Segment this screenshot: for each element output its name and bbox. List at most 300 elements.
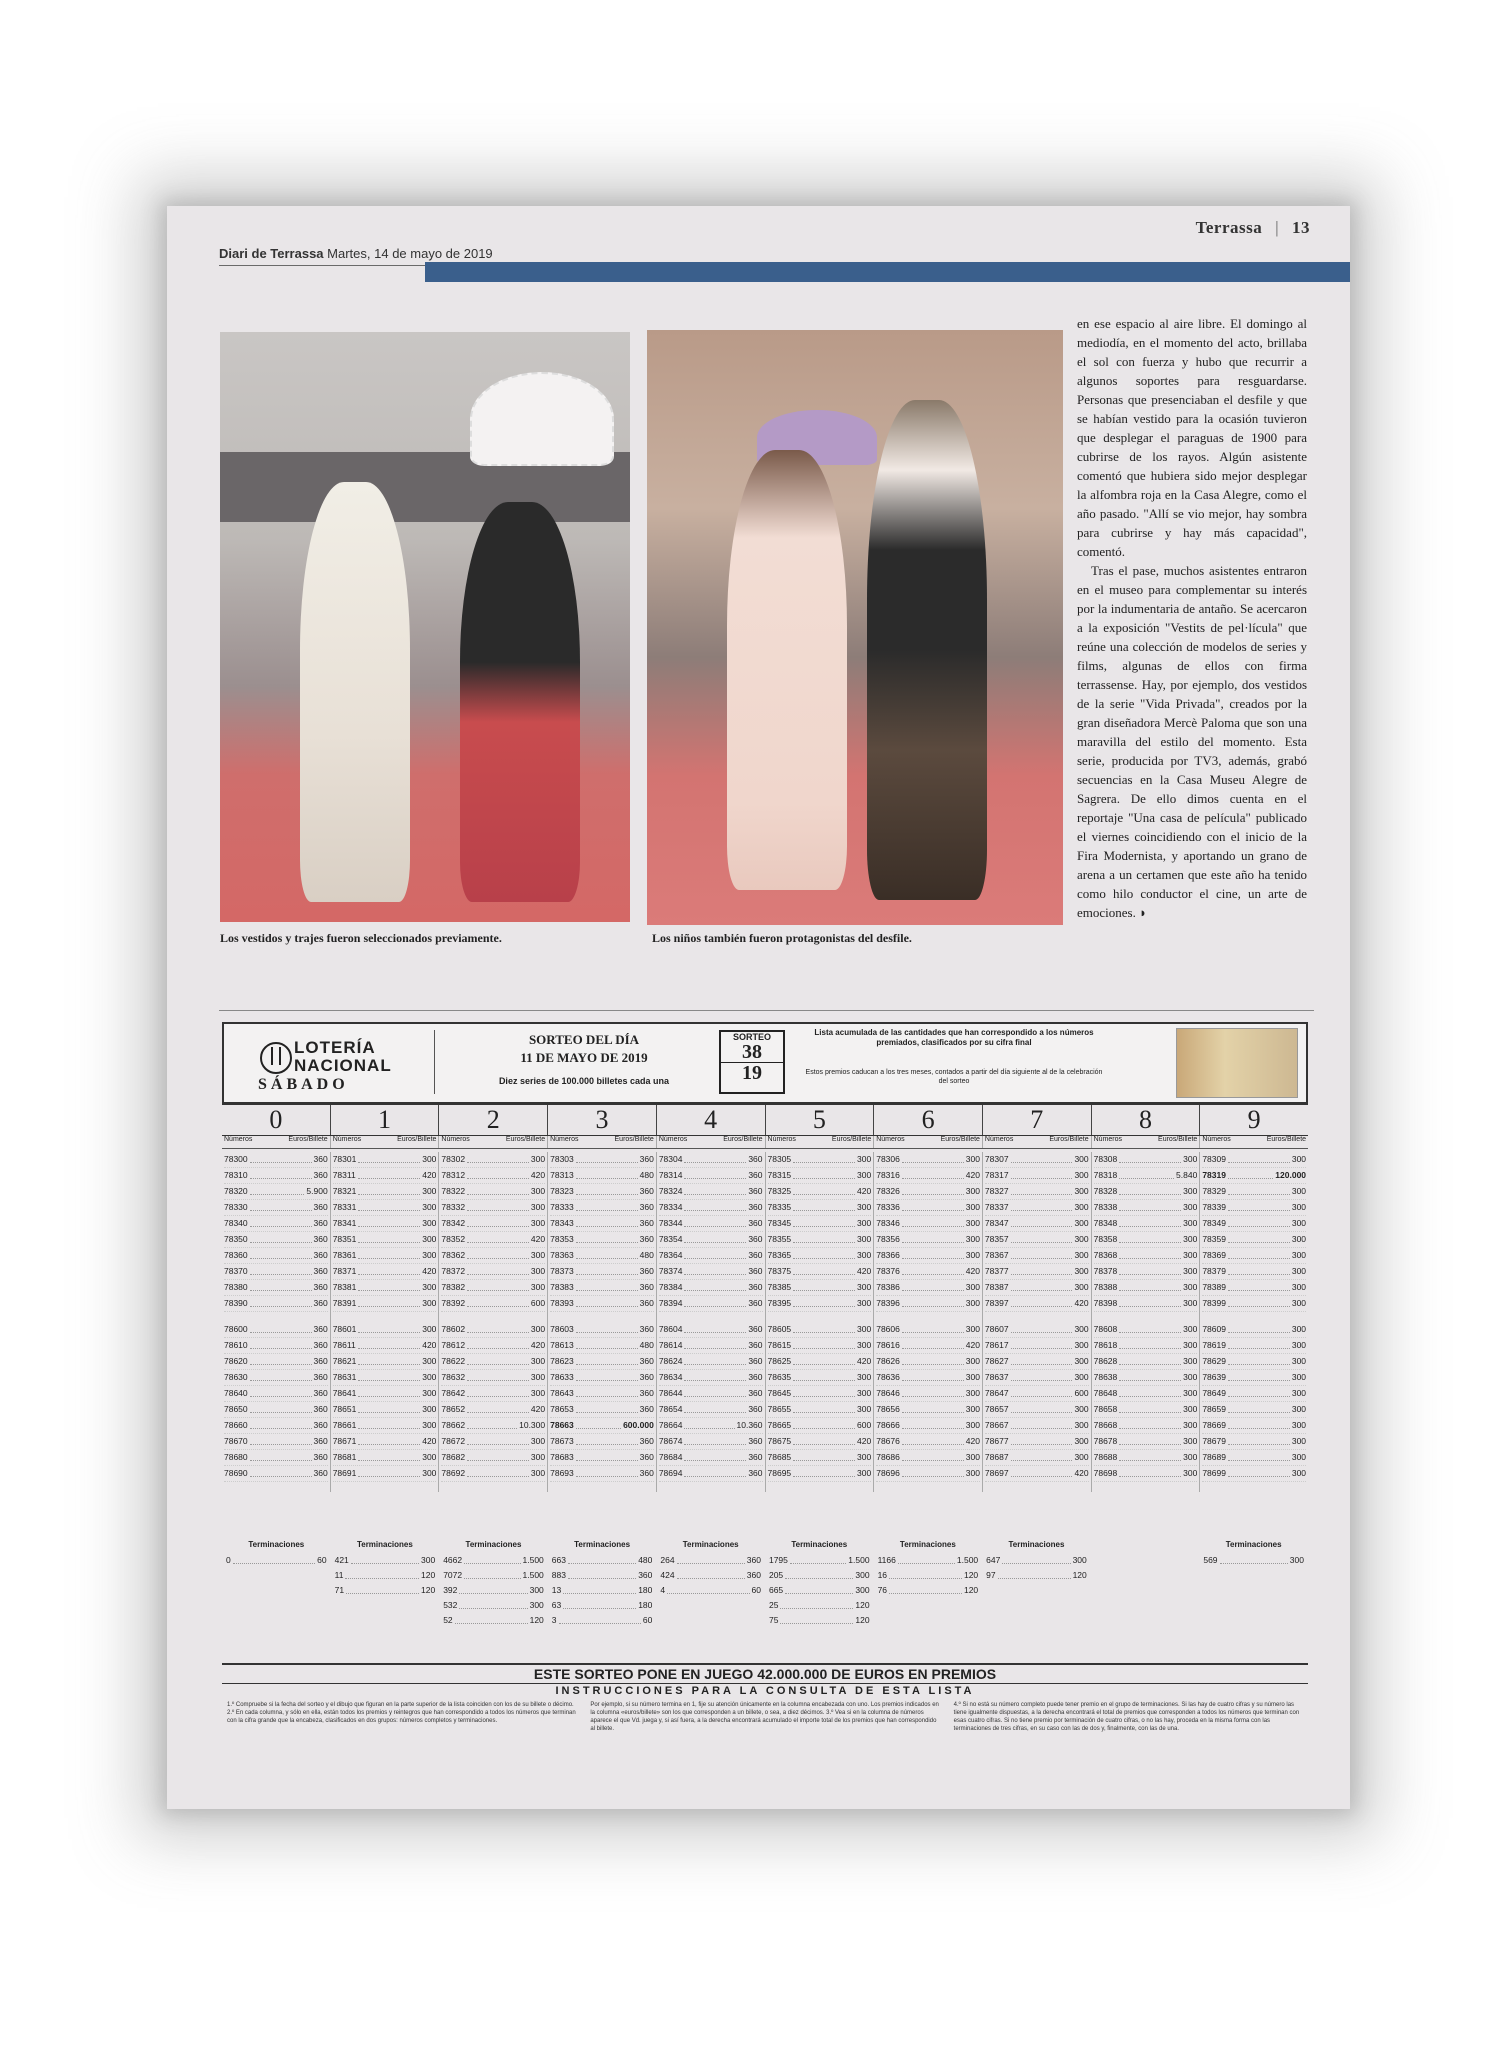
dot-leader bbox=[1002, 1553, 1070, 1564]
dot-leader bbox=[1119, 1168, 1174, 1179]
ticket-number: 78648 bbox=[1093, 1388, 1118, 1398]
ticket-number: 78630 bbox=[224, 1372, 248, 1382]
ticket-number: 78371 bbox=[332, 1266, 357, 1276]
prize-amount: 420 bbox=[857, 1266, 872, 1276]
table-row bbox=[550, 1450, 654, 1466]
prize-amount: 420 bbox=[857, 1436, 872, 1446]
table-row bbox=[224, 1402, 328, 1418]
ticket-number: 78324 bbox=[658, 1186, 683, 1196]
table-row bbox=[441, 1322, 545, 1338]
dot-leader bbox=[793, 1248, 855, 1259]
prize-amount: 600.000 bbox=[623, 1420, 654, 1430]
table-row bbox=[876, 1466, 980, 1482]
table-row bbox=[876, 1338, 980, 1354]
table-row bbox=[768, 1386, 872, 1402]
ticket-number: 78660 bbox=[224, 1420, 248, 1430]
ticket-number: 78374 bbox=[658, 1266, 683, 1276]
prize-amount: 300 bbox=[965, 1202, 980, 1212]
prize-amount: 300 bbox=[422, 1420, 437, 1430]
prize-amount: 300 bbox=[530, 1372, 546, 1382]
ticket-number: 78376 bbox=[876, 1266, 900, 1276]
prize-amount: 300 bbox=[857, 1468, 872, 1478]
digit-header-row bbox=[222, 1104, 1308, 1136]
paper-name: Diari de Terrassa bbox=[219, 246, 324, 261]
table-row bbox=[1202, 1152, 1306, 1168]
table-row bbox=[659, 1296, 763, 1312]
table-row bbox=[1094, 1216, 1198, 1232]
dot-leader bbox=[358, 1354, 420, 1365]
prize-amount: 300 bbox=[530, 1324, 546, 1334]
digit-header: 7 bbox=[982, 1105, 1091, 1135]
prize-amount: 300 bbox=[1074, 1372, 1089, 1382]
table-row bbox=[876, 1354, 980, 1370]
dot-leader bbox=[1119, 1386, 1181, 1397]
prize-amount: 300 bbox=[965, 1298, 980, 1308]
dot-leader bbox=[1119, 1322, 1181, 1333]
prize-amount: 300 bbox=[422, 1218, 437, 1228]
dot-leader bbox=[250, 1264, 312, 1275]
prize-amount: 300 bbox=[1183, 1250, 1198, 1260]
table-row bbox=[1094, 1280, 1198, 1296]
dot-leader bbox=[250, 1338, 312, 1349]
terminaciones-column bbox=[1199, 1540, 1308, 1628]
table-row bbox=[224, 1354, 328, 1370]
terminacion-amount: 120 bbox=[421, 1585, 436, 1595]
table-row bbox=[333, 1152, 437, 1168]
ticket-number: 78693 bbox=[550, 1468, 574, 1478]
digit-header: 4 bbox=[656, 1105, 765, 1135]
ticket-number: 78312 bbox=[441, 1170, 466, 1180]
terminacion-row bbox=[769, 1598, 870, 1613]
column-header-pair bbox=[222, 1136, 330, 1148]
prize-amount: 300 bbox=[857, 1282, 872, 1292]
prize-amount: 420 bbox=[965, 1170, 980, 1180]
dot-leader bbox=[568, 1568, 636, 1579]
dot-leader bbox=[902, 1322, 964, 1333]
dot-leader bbox=[1011, 1296, 1073, 1307]
photo-adults-parade bbox=[220, 332, 630, 922]
table-row bbox=[550, 1386, 654, 1402]
lottery-header bbox=[222, 1022, 1308, 1104]
terminacion-amount: 120 bbox=[1072, 1570, 1087, 1580]
dot-leader bbox=[902, 1402, 964, 1413]
dot-leader bbox=[250, 1370, 312, 1381]
prize-amount: 300 bbox=[1183, 1420, 1198, 1430]
ticket-number: 78342 bbox=[441, 1218, 466, 1228]
terminacion-amount: 120 bbox=[855, 1615, 870, 1625]
ticket-number: 78629 bbox=[1202, 1356, 1226, 1366]
prize-amount: 300 bbox=[530, 1186, 546, 1196]
prize-amount: 300 bbox=[422, 1404, 437, 1414]
ticket-number: 78390 bbox=[224, 1298, 248, 1308]
table-row bbox=[985, 1248, 1089, 1264]
prize-amount: 420 bbox=[530, 1170, 546, 1180]
digit-header: 6 bbox=[873, 1105, 982, 1135]
prize-amount: 300 bbox=[1183, 1282, 1198, 1292]
table-row bbox=[441, 1232, 545, 1248]
ticket-number: 78396 bbox=[876, 1298, 900, 1308]
prize-amount: 300 bbox=[422, 1250, 437, 1260]
paper-header bbox=[219, 246, 493, 261]
table-row bbox=[550, 1434, 654, 1450]
dot-leader bbox=[1228, 1248, 1290, 1259]
table-row bbox=[985, 1322, 1089, 1338]
table-row bbox=[659, 1370, 763, 1386]
prize-amount: 300 bbox=[1183, 1340, 1198, 1350]
results-column bbox=[222, 1152, 330, 1492]
terminacion-row bbox=[878, 1568, 979, 1583]
dot-leader bbox=[1228, 1296, 1290, 1307]
table-row bbox=[659, 1152, 763, 1168]
table-row bbox=[441, 1434, 545, 1450]
table-row bbox=[1202, 1200, 1306, 1216]
table-row bbox=[985, 1200, 1089, 1216]
prize-amount: 600 bbox=[1074, 1388, 1089, 1398]
dot-leader bbox=[902, 1466, 964, 1477]
column-header-pair bbox=[656, 1136, 765, 1148]
table-row bbox=[1202, 1184, 1306, 1200]
prize-amount: 360 bbox=[748, 1154, 763, 1164]
results-block bbox=[224, 1152, 328, 1312]
terminacion-row bbox=[443, 1583, 544, 1598]
table-row bbox=[333, 1248, 437, 1264]
table-row bbox=[333, 1264, 437, 1280]
dot-leader bbox=[785, 1583, 853, 1594]
ticket-number: 78676 bbox=[876, 1436, 900, 1446]
prize-amount: 300 bbox=[1291, 1324, 1307, 1334]
ticket-number: 78654 bbox=[658, 1404, 683, 1414]
terminacion-number: 532 bbox=[443, 1600, 458, 1610]
instruction-block: 4.º Si no está su número completo puede tener premio en el grupo de terminaciones. Si las hay de cuatro cifras y su número las tiene igualmente dispuestas, a la derecha encontrará el total de premios que corresponden a todos los números que terminan con esas cuatro cifras. Si no tiene premio por terminación de cuatro cifras, o no las hay, proceda en la misma forma con las terminaciones de tres cifras, en su caso con las de dos y, finalmente, con las de una. bbox=[953, 1702, 1300, 1732]
terminacion-amount: 120 bbox=[855, 1600, 870, 1610]
prize-amount: 360 bbox=[313, 1324, 328, 1334]
dot-leader bbox=[889, 1568, 962, 1579]
terminacion-amount: 300 bbox=[1289, 1555, 1304, 1565]
prize-amount: 300 bbox=[965, 1372, 980, 1382]
table-row bbox=[224, 1370, 328, 1386]
ticket-number: 78306 bbox=[876, 1154, 900, 1164]
prize-amount: 300 bbox=[1074, 1250, 1089, 1260]
prize-amount: 360 bbox=[639, 1154, 654, 1164]
col-numeros-label: Números bbox=[441, 1136, 470, 1143]
terminacion-row bbox=[552, 1598, 653, 1613]
prize-amount: 360 bbox=[748, 1468, 763, 1478]
table-row bbox=[985, 1418, 1089, 1434]
table-row bbox=[768, 1296, 872, 1312]
prize-amount: 300 bbox=[857, 1170, 872, 1180]
instructions-title: INSTRUCCIONES PARA LA CONSULTA DE ESTA LISTA bbox=[555, 1685, 975, 1697]
ticket-number: 78344 bbox=[658, 1218, 683, 1228]
prize-amount: 300 bbox=[422, 1372, 437, 1382]
dot-leader bbox=[467, 1248, 529, 1259]
ticket-number: 78332 bbox=[441, 1202, 466, 1212]
prize-amount: 360 bbox=[313, 1298, 328, 1308]
ticket-number: 78370 bbox=[224, 1266, 248, 1276]
dot-leader bbox=[1228, 1322, 1290, 1333]
prize-amount: 360 bbox=[639, 1282, 654, 1292]
terminaciones-column bbox=[874, 1540, 983, 1628]
prize-amount: 300 bbox=[965, 1154, 980, 1164]
dot-leader bbox=[1228, 1450, 1290, 1461]
ticket-number: 78380 bbox=[224, 1282, 248, 1292]
table-row bbox=[659, 1216, 763, 1232]
dot-leader bbox=[563, 1583, 636, 1594]
dot-leader bbox=[902, 1264, 964, 1275]
dot-leader bbox=[684, 1434, 746, 1445]
digit-header: 1 bbox=[330, 1105, 439, 1135]
col-euros-label: Euros/Billete bbox=[1266, 1136, 1307, 1143]
ticket-number: 78303 bbox=[550, 1154, 574, 1164]
dot-leader bbox=[684, 1418, 734, 1429]
ticket-number: 78387 bbox=[984, 1282, 1009, 1292]
prize-amount: 300 bbox=[1074, 1170, 1089, 1180]
table-row bbox=[1202, 1296, 1306, 1312]
ticket-number: 78685 bbox=[767, 1452, 792, 1462]
dot-leader bbox=[1119, 1184, 1181, 1195]
terminacion-number: 424 bbox=[660, 1570, 675, 1580]
ticket-number: 78617 bbox=[984, 1340, 1009, 1350]
terminacion-row bbox=[769, 1613, 870, 1628]
ticket-number: 78315 bbox=[767, 1170, 792, 1180]
dot-leader bbox=[351, 1553, 419, 1564]
column-header-pair bbox=[765, 1136, 874, 1148]
prize-amount: 300 bbox=[965, 1468, 980, 1478]
table-row bbox=[1202, 1450, 1306, 1466]
ticket-number: 78392 bbox=[441, 1298, 466, 1308]
table-row bbox=[876, 1370, 980, 1386]
terminacion-number: 392 bbox=[443, 1585, 458, 1595]
table-row bbox=[659, 1184, 763, 1200]
col-numeros-label: Números bbox=[658, 1136, 688, 1143]
dot-leader bbox=[793, 1232, 855, 1243]
dot-leader bbox=[793, 1434, 855, 1445]
table-row bbox=[1094, 1450, 1198, 1466]
ticket-number: 78614 bbox=[658, 1340, 683, 1350]
prize-amount: 360 bbox=[313, 1372, 328, 1382]
dot-leader bbox=[1011, 1280, 1073, 1291]
dot-leader bbox=[358, 1248, 420, 1259]
terminacion-row bbox=[878, 1553, 979, 1568]
dot-leader bbox=[1228, 1386, 1290, 1397]
prize-amount: 300 bbox=[1183, 1324, 1198, 1334]
prize-amount: 360 bbox=[748, 1324, 763, 1334]
ticket-number: 78310 bbox=[224, 1170, 248, 1180]
ticket-number: 78615 bbox=[767, 1340, 792, 1350]
terminacion-amount: 300 bbox=[421, 1555, 436, 1565]
table-row bbox=[659, 1354, 763, 1370]
ticket-number: 78696 bbox=[876, 1468, 900, 1478]
dot-leader bbox=[1119, 1264, 1181, 1275]
terminacion-row bbox=[552, 1613, 653, 1628]
dot-leader bbox=[250, 1280, 312, 1291]
dot-leader bbox=[358, 1280, 420, 1291]
ticket-number: 78325 bbox=[767, 1186, 792, 1196]
ticket-number: 78345 bbox=[767, 1218, 792, 1228]
ticket-number: 78381 bbox=[332, 1282, 357, 1292]
table-row bbox=[659, 1248, 763, 1264]
dot-leader bbox=[1228, 1232, 1290, 1243]
dot-leader bbox=[1228, 1434, 1290, 1445]
table-row bbox=[768, 1232, 872, 1248]
ticket-number: 78606 bbox=[876, 1324, 900, 1334]
white-parasol bbox=[470, 372, 614, 466]
dot-leader bbox=[467, 1184, 529, 1195]
ticket-number: 78687 bbox=[984, 1452, 1009, 1462]
table-row bbox=[985, 1354, 1089, 1370]
dot-leader bbox=[459, 1598, 527, 1609]
prize-amount: 300 bbox=[857, 1234, 872, 1244]
prize-amount: 300 bbox=[1074, 1202, 1089, 1212]
dot-leader bbox=[250, 1216, 312, 1227]
prize-amount: 300 bbox=[530, 1218, 546, 1228]
prize-amount: 420 bbox=[965, 1340, 980, 1350]
dot-leader bbox=[345, 1568, 419, 1579]
dot-leader bbox=[684, 1386, 746, 1397]
table-row bbox=[1094, 1322, 1198, 1338]
ticket-number: 78624 bbox=[658, 1356, 683, 1366]
table-row bbox=[985, 1386, 1089, 1402]
col-euros-label: Euros/Billete bbox=[505, 1136, 546, 1143]
dot-leader bbox=[250, 1450, 312, 1461]
ticket-number: 78610 bbox=[224, 1340, 248, 1350]
prize-amount: 300 bbox=[1291, 1420, 1307, 1430]
ticket-number: 78635 bbox=[767, 1372, 792, 1382]
dot-leader bbox=[998, 1568, 1071, 1579]
table-row bbox=[768, 1434, 872, 1450]
prize-amount: 360 bbox=[748, 1250, 763, 1260]
table-row bbox=[224, 1466, 328, 1482]
ticket-number: 78321 bbox=[332, 1186, 357, 1196]
dot-leader bbox=[358, 1264, 420, 1275]
dot-leader bbox=[902, 1248, 964, 1259]
prize-amount: 5.900 bbox=[306, 1186, 328, 1196]
dot-leader bbox=[358, 1200, 420, 1211]
dot-leader bbox=[1228, 1418, 1290, 1429]
dot-leader bbox=[1119, 1402, 1181, 1413]
instruction-block: Por ejemplo, si su número termina en 1, fije su atención únicamente en la columna encabezada con uno. Los premios indicados en la columna «euros/billete» son los que corresponden a un billete, o sea, a diez décimos. 3.º Vea si en la columna de números aparece el que Vd. juega y, si así fuera, a la derecha encontrará acumulado el importe total de los premios que han correspondido al billete. bbox=[590, 1702, 939, 1732]
ticket-number: 78373 bbox=[550, 1266, 574, 1276]
prize-amount: 300 bbox=[1074, 1420, 1089, 1430]
ticket-number: 78377 bbox=[984, 1266, 1009, 1276]
ticket-number: 78652 bbox=[441, 1404, 466, 1414]
caption-left: Los vestidos y trajes fueron seleccionados previamente. bbox=[220, 931, 502, 945]
sorteo-title: SORTEO DEL DÍA bbox=[528, 1032, 640, 1047]
prize-amount: 360 bbox=[748, 1186, 763, 1196]
table-row bbox=[1094, 1338, 1198, 1354]
dot-leader bbox=[684, 1168, 746, 1179]
table-row bbox=[659, 1402, 763, 1418]
table-row bbox=[441, 1386, 545, 1402]
prize-amount: 300 bbox=[1183, 1468, 1198, 1478]
table-row bbox=[224, 1418, 328, 1434]
dot-leader bbox=[1228, 1152, 1290, 1163]
table-row bbox=[659, 1418, 763, 1434]
table-row bbox=[224, 1296, 328, 1312]
dot-leader bbox=[576, 1402, 638, 1413]
ticket-number: 78621 bbox=[332, 1356, 357, 1366]
ticket-number: 78338 bbox=[1093, 1202, 1118, 1212]
dot-leader bbox=[902, 1184, 964, 1195]
dot-leader bbox=[1011, 1354, 1073, 1365]
table-row bbox=[224, 1184, 328, 1200]
ticket-number: 78365 bbox=[767, 1250, 792, 1260]
ticket-number: 78301 bbox=[332, 1154, 357, 1164]
table-row bbox=[224, 1216, 328, 1232]
ticket-number: 78339 bbox=[1202, 1202, 1226, 1212]
prize-amount: 300 bbox=[422, 1298, 437, 1308]
prize-pool-banner: ESTE SORTEO PONE EN JUEGO 42.000.000 DE EUROS EN PREMIOS bbox=[222, 1663, 1308, 1684]
prize-amount: 360 bbox=[313, 1340, 328, 1350]
terminacion-row bbox=[660, 1583, 761, 1598]
dot-leader bbox=[250, 1248, 312, 1259]
prize-amount: 360 bbox=[639, 1372, 654, 1382]
prize-amount: 300 bbox=[1183, 1186, 1198, 1196]
ticket-number: 78641 bbox=[332, 1388, 357, 1398]
prize-amount: 360 bbox=[313, 1356, 328, 1366]
prize-amount: 300 bbox=[1291, 1154, 1307, 1164]
dot-leader bbox=[1119, 1338, 1181, 1349]
table-row bbox=[876, 1280, 980, 1296]
terminacion-amount: 300 bbox=[529, 1585, 544, 1595]
ticket-number: 78383 bbox=[550, 1282, 574, 1292]
dot-leader bbox=[1119, 1152, 1181, 1163]
dot-leader bbox=[1119, 1296, 1181, 1307]
ticket-number: 78319 bbox=[1202, 1170, 1226, 1180]
ticket-number: 78309 bbox=[1202, 1154, 1226, 1164]
terminaciones-column bbox=[765, 1540, 874, 1628]
results-block bbox=[876, 1322, 980, 1482]
prize-amount: 360 bbox=[313, 1202, 328, 1212]
results-column bbox=[873, 1152, 982, 1492]
table-row bbox=[1202, 1280, 1306, 1296]
dot-leader bbox=[1228, 1370, 1290, 1381]
ticket-number: 78602 bbox=[441, 1324, 466, 1334]
dot-leader bbox=[576, 1264, 638, 1275]
results-block bbox=[659, 1152, 763, 1312]
prize-amount: 600 bbox=[857, 1420, 872, 1430]
dot-leader bbox=[467, 1354, 529, 1365]
girl-figure bbox=[727, 450, 847, 890]
table-row bbox=[441, 1338, 545, 1354]
terminaciones-heading: Terminaciones bbox=[791, 1540, 848, 1549]
prize-amount: 300 bbox=[1291, 1186, 1307, 1196]
dot-leader bbox=[250, 1152, 312, 1163]
dot-leader bbox=[455, 1613, 528, 1624]
results-block bbox=[768, 1152, 872, 1312]
sorteo-number-box bbox=[719, 1030, 785, 1094]
terminaciones-heading: Terminaciones bbox=[682, 1540, 739, 1549]
sorteo-date: 11 DE MAYO DE 2019 bbox=[520, 1050, 648, 1065]
column-header-pair bbox=[1091, 1136, 1200, 1148]
col-numeros-label: Números bbox=[550, 1136, 579, 1143]
table-row bbox=[224, 1232, 328, 1248]
terminacion-amount: 300 bbox=[1072, 1555, 1087, 1565]
table-row bbox=[441, 1216, 545, 1232]
ticket-number: 78683 bbox=[550, 1452, 574, 1462]
prize-amount: 300 bbox=[857, 1154, 872, 1164]
table-row bbox=[876, 1152, 980, 1168]
instruction-block: 1.º Compruebe si la fecha del sorteo y el dibujo que figuran en la parte superior de la lista coinciden con los de su billete o décimo. 2.º En cada columna, y sólo en ella, están todos los premios y reintegros que han correspondido a todos los números que terminan con la cifra grande que la encabeza, clasificados en dos grupos: números completos y terminaciones. bbox=[227, 1702, 576, 1724]
terminacion-number: 0 bbox=[226, 1555, 231, 1565]
prize-amount: 360 bbox=[639, 1468, 654, 1478]
prize-amount: 420 bbox=[530, 1340, 546, 1350]
dot-leader bbox=[467, 1434, 529, 1445]
table-row bbox=[224, 1322, 328, 1338]
table-row bbox=[441, 1450, 545, 1466]
ticket-number: 78313 bbox=[550, 1170, 574, 1180]
ticket-number: 78334 bbox=[658, 1202, 683, 1212]
prize-amount: 300 bbox=[965, 1420, 980, 1430]
